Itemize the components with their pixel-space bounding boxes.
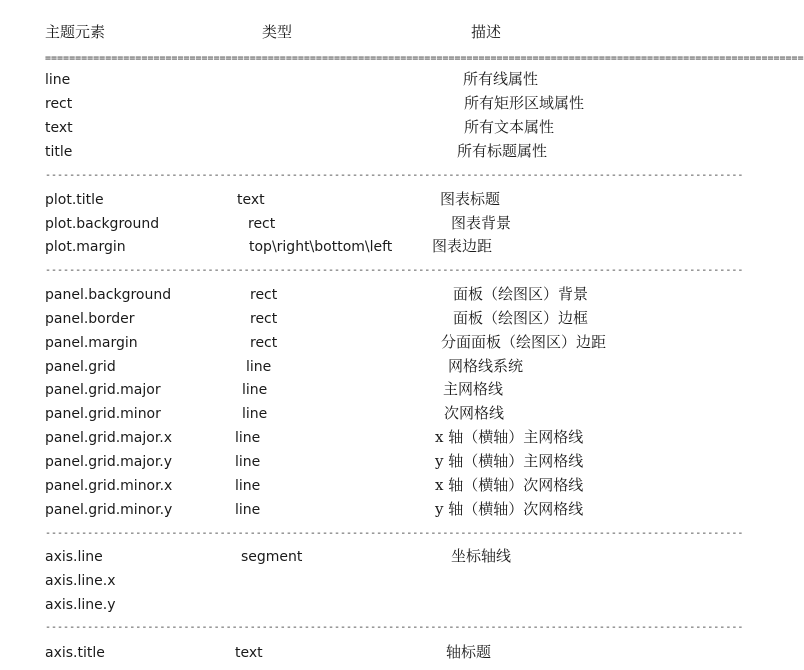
row-description: 轴标题 — [446, 643, 492, 661]
row-element: panel.grid.major.x — [45, 430, 173, 446]
row-description: y 轴（横轴）次网格线 — [435, 500, 584, 518]
header-element-label: 主题元素 — [45, 23, 106, 41]
row-type: line — [235, 430, 261, 446]
row-description: 分面面板（绘图区）边距 — [441, 333, 607, 351]
row-description: 面板（绘图区）边框 — [453, 309, 589, 327]
row-element: title — [45, 144, 73, 160]
row-element: plot.margin — [45, 239, 126, 255]
section-divider: -------------------------------------------------------------------------------------------------------------------- — [45, 170, 744, 181]
row-element: line — [45, 72, 71, 88]
row-description: 图表背景 — [451, 214, 512, 232]
row-description: 图表边距 — [432, 237, 493, 255]
row-description: 网格线系统 — [448, 357, 524, 375]
row-element: panel.grid.minor — [45, 406, 161, 422]
row-description: 次网格线 — [444, 404, 505, 422]
header-description-label: 描述 — [471, 23, 502, 41]
row-type: rect — [250, 311, 278, 327]
row-type: top\right\bottom\left — [249, 239, 393, 255]
row-element: plot.title — [45, 192, 104, 208]
row-element: panel.grid.minor.y — [45, 502, 173, 518]
row-element: rect — [45, 96, 73, 112]
row-type: segment — [241, 549, 303, 565]
row-element: axis.line — [45, 549, 103, 565]
row-type: rect — [250, 335, 278, 351]
row-description: x 轴（横轴）次网格线 — [435, 476, 584, 494]
row-element: panel.grid.major — [45, 382, 161, 398]
header-double-rule: ============================================================================================================================== — [45, 53, 804, 64]
row-description: 图表标题 — [440, 190, 501, 208]
row-type: rect — [248, 216, 276, 232]
row-type: text — [235, 645, 263, 661]
row-type: line — [235, 478, 261, 494]
row-description: x 轴（横轴）主网格线 — [435, 428, 584, 446]
row-description: 主网格线 — [443, 380, 504, 398]
row-type: text — [237, 192, 265, 208]
row-description: 所有文本属性 — [464, 118, 555, 136]
row-element: panel.grid.minor.x — [45, 478, 173, 494]
row-element: panel.grid.major.y — [45, 454, 173, 470]
section-divider: -------------------------------------------------------------------------------------------------------------------- — [45, 622, 744, 633]
row-element: axis.title — [45, 645, 105, 661]
section-divider: -------------------------------------------------------------------------------------------------------------------- — [45, 528, 744, 539]
row-element: plot.background — [45, 216, 160, 232]
row-description: 面板（绘图区）背景 — [453, 285, 589, 303]
row-description: 所有线属性 — [463, 70, 539, 88]
header-type-label: 类型 — [262, 23, 293, 41]
section-divider: -------------------------------------------------------------------------------------------------------------------- — [45, 265, 744, 276]
row-type: rect — [250, 287, 278, 303]
row-type: line — [242, 382, 268, 398]
row-element: text — [45, 120, 73, 136]
row-description: 所有标题属性 — [457, 142, 548, 160]
row-type: line — [242, 406, 268, 422]
row-element: axis.line.y — [45, 597, 116, 613]
row-element: panel.margin — [45, 335, 138, 351]
row-element: panel.background — [45, 287, 172, 303]
row-description: 坐标轴线 — [451, 547, 512, 565]
row-type: line — [235, 454, 261, 470]
row-type: line — [235, 502, 261, 518]
row-description: y 轴（横轴）主网格线 — [435, 452, 584, 470]
row-element: panel.grid — [45, 359, 116, 375]
row-description: 所有矩形区域属性 — [464, 94, 585, 112]
row-element: panel.border — [45, 311, 135, 327]
row-element: axis.line.x — [45, 573, 116, 589]
row-type: line — [246, 359, 272, 375]
